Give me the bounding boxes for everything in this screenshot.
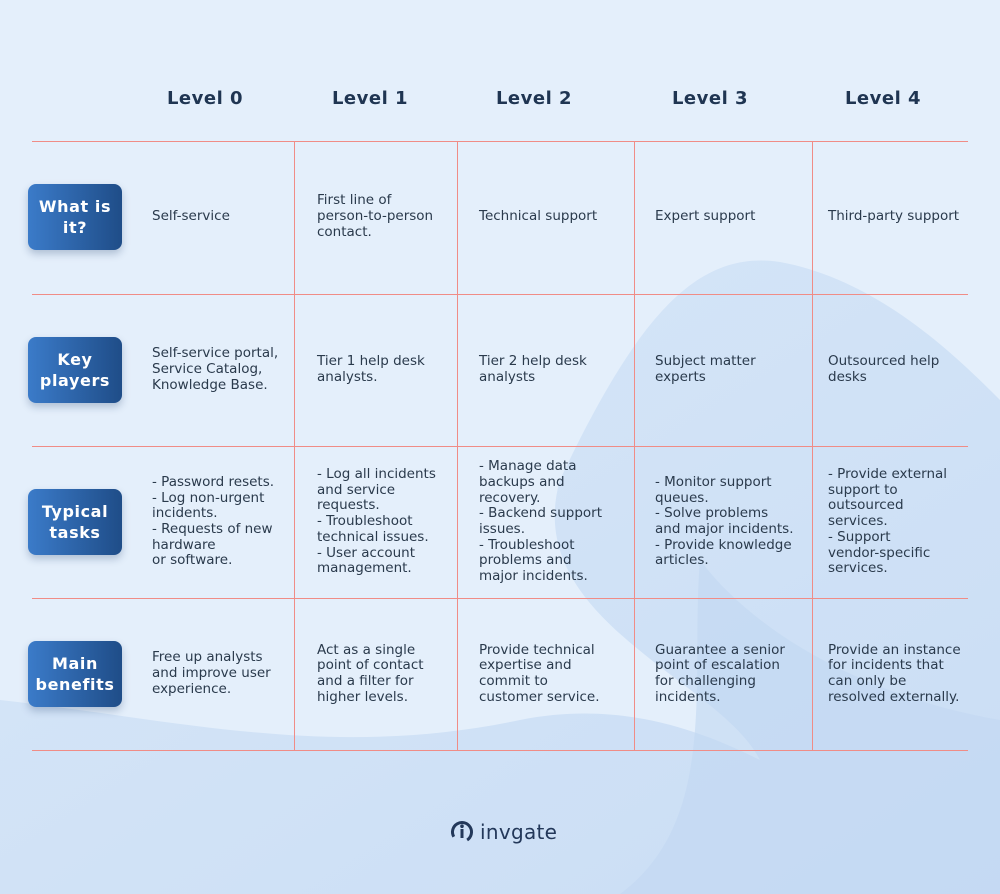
cell-text: Technical support bbox=[479, 208, 598, 225]
table-cell bbox=[479, 598, 630, 750]
grid-horizontal-line bbox=[32, 750, 968, 751]
table-cell bbox=[152, 598, 290, 750]
row-label-badge bbox=[28, 489, 122, 555]
table-cell bbox=[479, 446, 630, 598]
cell-text: - Provide external support to outsourced services. - Support vendor-specific services. bbox=[828, 466, 948, 577]
invgate-logo-icon bbox=[450, 820, 474, 844]
table-cell bbox=[655, 446, 808, 598]
grid-vertical-line bbox=[812, 141, 813, 750]
brand-logo bbox=[450, 820, 557, 844]
table-cell bbox=[152, 446, 290, 598]
table-cell bbox=[152, 294, 290, 446]
cell-text: Provide technical expertise and commit to customer service. bbox=[479, 641, 600, 705]
cell-text: Expert support bbox=[655, 208, 756, 225]
grid-vertical-line bbox=[294, 141, 295, 750]
cell-text: - Log all incidents and service requests. - Troubleshoot technical issues. - User account management. bbox=[317, 466, 436, 577]
row-label-badge bbox=[28, 641, 122, 707]
table-cell bbox=[828, 294, 968, 446]
table-cell bbox=[479, 294, 630, 446]
cell-text: Act as a single point of contact and a filter for higher levels. bbox=[317, 641, 424, 705]
cell-text: Guarantee a senior point of escalation for challenging incidents. bbox=[655, 641, 785, 705]
column-header-level-2: Level 2 bbox=[495, 88, 573, 109]
cell-text: First line of person-to-person contact. bbox=[317, 192, 434, 240]
table-cell bbox=[655, 294, 808, 446]
table-cell bbox=[317, 598, 452, 750]
column-header-level-4: Level 4 bbox=[844, 88, 922, 109]
row-label-text: Typical tasks bbox=[41, 502, 109, 542]
cell-text: - Monitor support queues. - Solve problems and major incidents. - Provide knowledge articles. bbox=[655, 473, 794, 569]
row-label-text: Key players bbox=[39, 350, 111, 390]
cell-text: Third-party support bbox=[828, 208, 960, 225]
table-cell bbox=[317, 141, 452, 293]
cell-text: Subject matter experts bbox=[655, 353, 756, 385]
column-header-level-1: Level 1 bbox=[331, 88, 409, 109]
table-cell bbox=[317, 294, 452, 446]
grid-vertical-line bbox=[634, 141, 635, 750]
table-cell bbox=[828, 446, 968, 598]
cell-text: Free up analysts and improve user experience. bbox=[152, 649, 271, 697]
table-cell bbox=[655, 598, 808, 750]
table-cell bbox=[317, 446, 452, 598]
brand-name: invgate bbox=[480, 820, 558, 844]
table-cell bbox=[655, 141, 808, 293]
column-header-level-0: Level 0 bbox=[166, 88, 244, 109]
table-cell bbox=[828, 141, 968, 293]
row-label-text: What is it? bbox=[38, 197, 112, 237]
table-cell bbox=[479, 141, 630, 293]
cell-text: Provide an instance for incidents that can only be resolved externally. bbox=[828, 641, 961, 705]
cell-text: Tier 1 help desk analysts. bbox=[317, 353, 425, 385]
row-label-badge bbox=[28, 184, 122, 250]
cell-text: Tier 2 help desk analysts bbox=[479, 353, 587, 385]
table-cell bbox=[828, 598, 968, 750]
grid-vertical-line bbox=[457, 141, 458, 750]
row-label-text: Main benefits bbox=[35, 654, 115, 694]
column-header-level-3: Level 3 bbox=[671, 88, 749, 109]
cell-text: Self-service bbox=[152, 208, 230, 225]
cell-text: - Password resets. - Log non-urgent incidents. - Requests of new hardware or software. bbox=[152, 473, 275, 569]
cell-text: - Manage data backups and recovery. - Backend support issues. - Troubleshoot problems and major incidents. bbox=[479, 458, 603, 585]
row-label-badge bbox=[28, 337, 122, 403]
cell-text: Outsourced help desks bbox=[828, 353, 940, 385]
table-cell bbox=[152, 141, 290, 293]
cell-text: Self-service portal, Service Catalog, Knowledge Base. bbox=[152, 345, 279, 393]
